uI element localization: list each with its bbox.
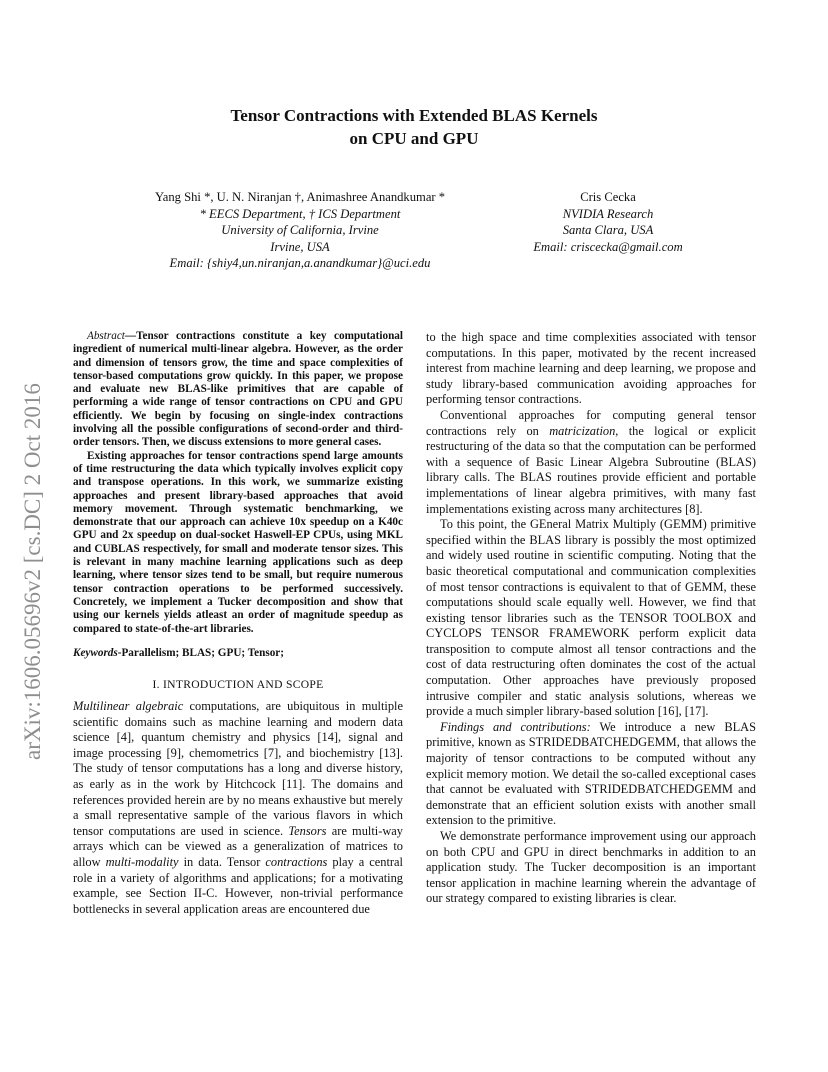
- right-paragraph-1: to the high space and time complexities associated with tensor computations. In this paper, motivated by the recent increased interest from machine learning and deep learning, we propose and study library-based communication avoiding approaches for performing tensor contractions.: [426, 330, 756, 407]
- author-names: Yang Shi *, U. N. Niranjan †, Animashree Anandkumar *: [154, 190, 446, 204]
- lead-italic: Multilinear algebraic: [73, 699, 184, 714]
- keywords-heading: Keywords: [73, 646, 118, 659]
- section-heading-intro: I. INTRODUCTION AND SCOPE: [152, 678, 324, 692]
- author-email-right: Email: criscecka@gmail.com: [533, 239, 683, 254]
- author-name-right: Cris Cecka: [580, 190, 636, 204]
- intro-text-b: are multi-way arrays which can be viewed as a generalization of matrices to allow: [73, 823, 403, 869]
- abstract-paragraph-2: Existing approaches for tensor contractions spend large amounts of time restructuring the data which typically involves explicit copy and transpose operations. In this work, we summarize existing approaches and present library-based approaches that avoid memory movement. Through systematic benchmarking, we demonstrate that our approach can achieve 10x speedup on a K40c GPU and 2x speedup on dual-socket Haswell-EP CPUs, using MKL and CUBLAS respectively, for small and moderate tensor sizes. This is relevant in many machine learning applications such as deep learning, where tensor sizes tend to be small, but require numerous tensor contraction operations to be performed successively. Concretely, we implement a Tucker decomposition and show that using our kernels yields atleast an order of magnitude speedup as compared to state-of-the-art libraries.: [73, 449, 403, 635]
- intro-text-c: in data. Tensor: [178, 854, 266, 869]
- findings-text: We introduce a new BLAS primitive, known as STRIDEDBATCHEDGEMM, that allows the majority of tensor contractions to be computed without any explicit memory motion. We detail the so-called exceptional cases that cannot be evaluated with STRIDEDBATCHEDGEMM and demonstrate that an efficient solution exists with another small extension to the primitive.: [426, 719, 756, 828]
- author-city-right: Santa Clara, USA: [562, 223, 654, 237]
- title-line-2: on CPU and GPU: [349, 129, 479, 148]
- author-org-right: NVIDIA Research: [562, 206, 654, 221]
- keywords-text: -Parallelism; BLAS; GPU; Tensor;: [117, 646, 284, 659]
- contractions-italic: contractions: [265, 854, 328, 869]
- arxiv-id: arXiv:1606.05696v2 [cs.DC] 2 Oct 2016: [20, 383, 45, 760]
- tensors-italic: Tensors: [288, 823, 327, 838]
- right-paragraph-3: To this point, the GEneral Matrix Multiply (GEMM) primitive specified within the BLAS library is possibly the most optimized and widely used routine in scientific computing. Noting that the basic theoretical computational and communication complexities of most tensor contractions is equivalent to that of GEMM, these computations should scale equally well. However, we find that existing tensor libraries such as the TENSOR TOOLBOX and CYCLOPS TENSOR FRAMEWORK perform explicit data transposition to compute almost all tensor contractions and the cost of data restructuring often dominates the cost of the actual computation. Other approaches have previously proposed intrusive compiler and static analysis solutions, whereas we provide a much simpler library-based solution [16], [17].: [426, 517, 756, 719]
- author-city: Irvine, USA: [270, 239, 330, 254]
- author-email: Email: {shiy4,un.niranjan,a.anandkumar}@uci.edu: [169, 256, 431, 270]
- abstract: [73, 330, 403, 636]
- author-departments: * EECS Department, † ICS Department: [199, 206, 401, 221]
- arxiv-watermark: [20, 290, 60, 760]
- right-paragraph-2: [426, 408, 756, 517]
- keywords: [73, 646, 403, 662]
- intro-paragraph-1: [73, 699, 403, 917]
- authors-block-right: [508, 189, 708, 255]
- intro-text-a: computations, are ubiquitous in multiple scientific domains such as machine learning and modern data science [4], quantum chemistry and physics [14], signal and image processing [9], chemometrics [7], and biochemistry [13]. The study of tensor computations has a long and diverse history, as early as in the work by Hitchcock [11]. The domains and references provided herein are by no means exhaustive but merely a small representative sample of the various flavors in which tensor computations are used in science.: [73, 699, 403, 838]
- author-university: University of California, Irvine: [221, 223, 379, 237]
- intro-text-d: play a central role in a variety of algorithms and applications; for a motivating example, see Section II-C. However, non-trivial performance bottlenecks in several application areas are encountered due: [73, 854, 403, 916]
- abstract-heading: Abstract: [87, 330, 125, 342]
- right-paragraph-4: [426, 720, 756, 829]
- p2-text-a: Conventional approaches for computing general tensor contractions rely on: [426, 407, 756, 438]
- abstract-text-1: —Tensor contractions constitute a key computational ingredient of numerical multi-linear algebra. However, as the order and dimension of tensors grow, the time and space complexities of tensor-based computations grow quickly. In this paper, we propose and evaluate new BLAS-like primitives that are capable of performing a wide range of tensor contractions on CPU and GPU efficiently. We begin by focusing on single-index contractions involving all the possible configurations of second-order and third-order tensors. Then, we discuss extensions to more general cases.: [73, 330, 403, 449]
- paper-title: [100, 104, 728, 150]
- findings-heading: Findings and contributions:: [440, 719, 591, 734]
- matricization-italic: matricization: [549, 423, 616, 438]
- right-column: [426, 330, 756, 907]
- p2-text-b: , the logical or explicit restructuring of the data so that the computation can be performed with a sequence of Basic Linear Algebra Subroutine (BLAS) library calls. The BLAS routines provide efficient and portable implementations of linear algebra primitives, with many fast implementations existing across many architectures [8].: [426, 423, 756, 516]
- abstract-paragraph-1: [73, 330, 403, 450]
- authors-block-left: [120, 189, 480, 272]
- multimodality-italic: multi-modality: [105, 854, 179, 869]
- right-paragraph-5: We demonstrate performance improvement using our approach on both CPU and GPU in direct benchmarks in addition to an application study. The Tucker decomposition is an important tensor application in machine learning wherein the advantage of our strategy compared to existing libraries is clear.: [426, 829, 756, 906]
- title-line-1: Tensor Contractions with Extended BLAS Kernels: [230, 106, 598, 125]
- left-column: [73, 330, 403, 917]
